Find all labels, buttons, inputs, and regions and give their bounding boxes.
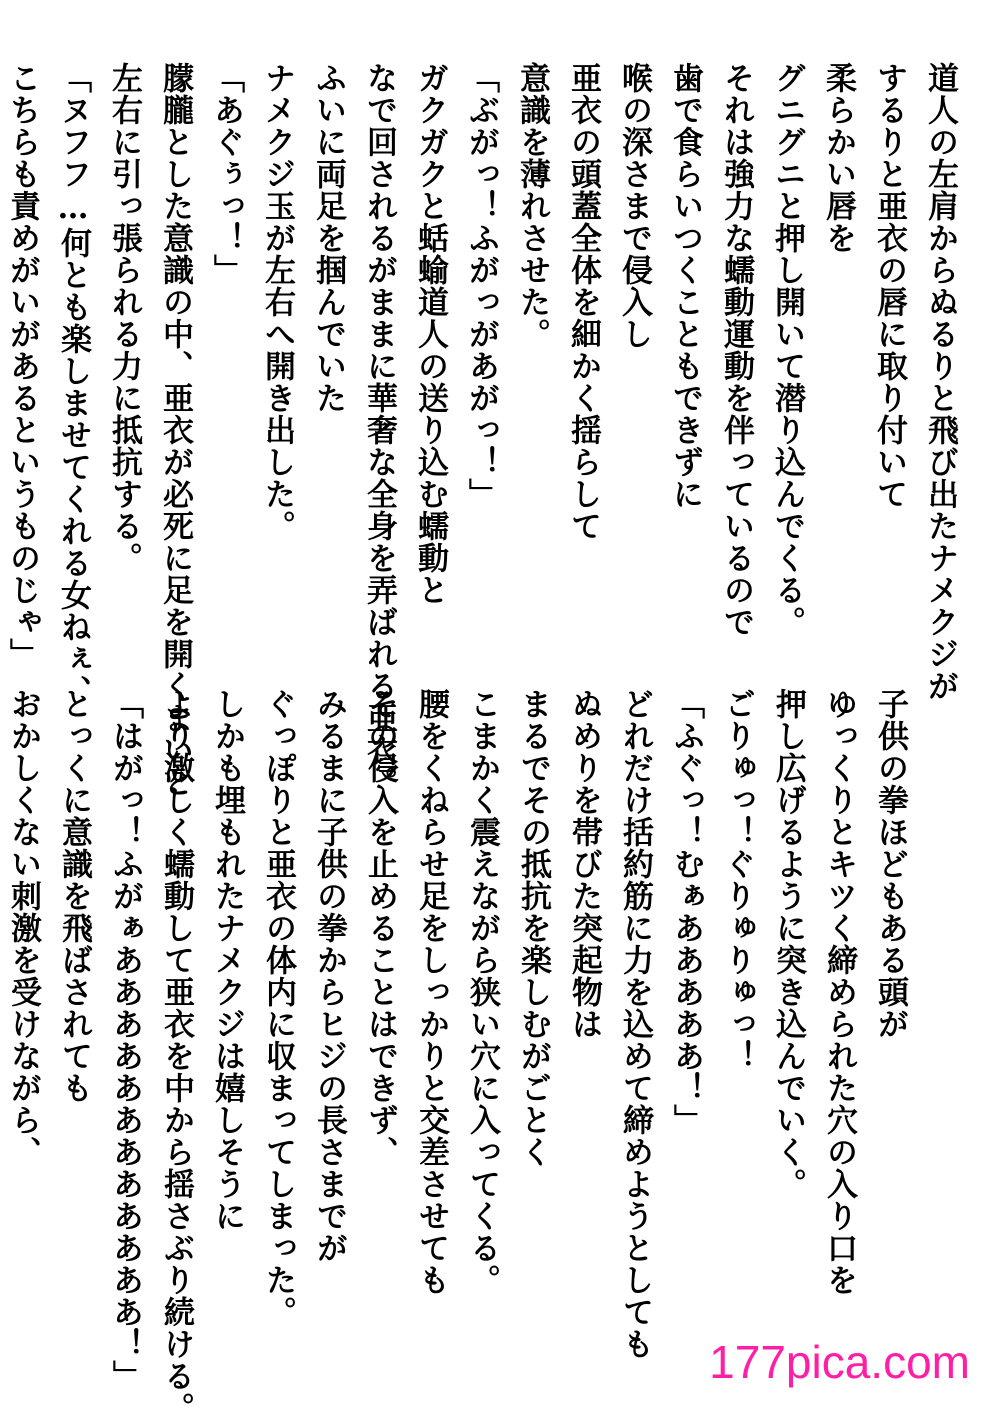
text-line: こまかく震えながら狭い穴に入ってくる。 <box>464 688 500 1296</box>
text-line: 歯で食らいつくこともできずに <box>667 62 703 510</box>
text-line: グニグニと押し開いて潜り込んでくる。 <box>769 62 805 638</box>
watermark-text: 177pica.com <box>709 1336 970 1388</box>
text-block-top <box>4 62 958 798</box>
text-line: 「ぶがっ！ふがっがあがっ！」 <box>463 62 499 510</box>
text-line: ぬめりを帯びた突起物は <box>566 688 602 1040</box>
text-line: 喉の深さまで侵入し <box>616 62 652 350</box>
text-line: ぐっぽりと亜衣の体内に収まってしまった。 <box>260 688 296 1328</box>
text-line: まるでその抵抗を楽しむがごとく <box>515 688 551 1168</box>
text-line: こちらも責めがいがあるというものじゃ」 <box>4 62 40 670</box>
text-line: それは強力な蠕動運動を伴っているので <box>718 62 754 638</box>
text-line: 「ヌフフ…何とも楽しませてくれる女ねぇ、 <box>55 62 91 707</box>
text-line: その侵入を止めることはできず、 <box>362 688 398 1168</box>
text-line: とっくに意識を飛ばされても <box>56 688 92 1104</box>
text-line: するりと亜衣の唇に取り付いて <box>871 62 907 510</box>
text-line: ガクガクと蛞蝓道人の送り込む蠕動と <box>412 62 448 606</box>
text-line: どれだけ括約筋に力を込めて締めようとしても <box>617 688 653 1360</box>
text-line: ゆっくりとキツく締められた穴の入り口を <box>821 688 857 1296</box>
text-line: 亜衣の頭蓋全体を細かく揺らして <box>565 62 601 542</box>
text-line: 「ふぐっ！むぁあああああ！」 <box>668 688 704 1136</box>
text-line: 「あぐぅっ！」 <box>208 62 244 286</box>
text-line: 子供の拳ほどもある頭が <box>872 688 908 1040</box>
text-line: なで回されるがままに華奢な全身を弄ばれる亜衣。 <box>361 62 397 798</box>
text-line: 左右に引っ張られる力に抵抗する。 <box>106 62 142 574</box>
text-line: 柔らかい唇を <box>820 62 856 254</box>
text-line: ふいに両足を掴んでいた <box>310 62 346 414</box>
text-line: ナメクジ玉が左右へ開き出した。 <box>259 62 295 542</box>
text-line: みるまに子供の拳からヒジの長さまでが <box>311 688 347 1264</box>
text-line: 道人の左肩からぬるりと飛び出たナメクジが <box>922 62 958 702</box>
text-line: ごりゅっ！ぐりゅりゅっ！ <box>719 688 755 1072</box>
text-line: 朦朧とした意識の中、亜衣が必死に足を開くまいと <box>157 62 193 798</box>
text-line: 押し広げるように突き込んでいく。 <box>770 688 806 1200</box>
text-line: 腰をくねらせ足をしっかりと交差させても <box>413 688 449 1296</box>
text-line: 「はがっ！ふがぁああああああああああああ！」 <box>107 688 143 1392</box>
text-line: より激しく蠕動して亜衣を中から揺さぶり続ける。 <box>158 688 194 1424</box>
text-line: おかしくない刺激を受けながら、 <box>5 688 41 1168</box>
text-line: 意識を薄れさせた。 <box>514 62 550 350</box>
text-line: しかも埋もれたナメクジは嬉しそうに <box>209 688 245 1232</box>
